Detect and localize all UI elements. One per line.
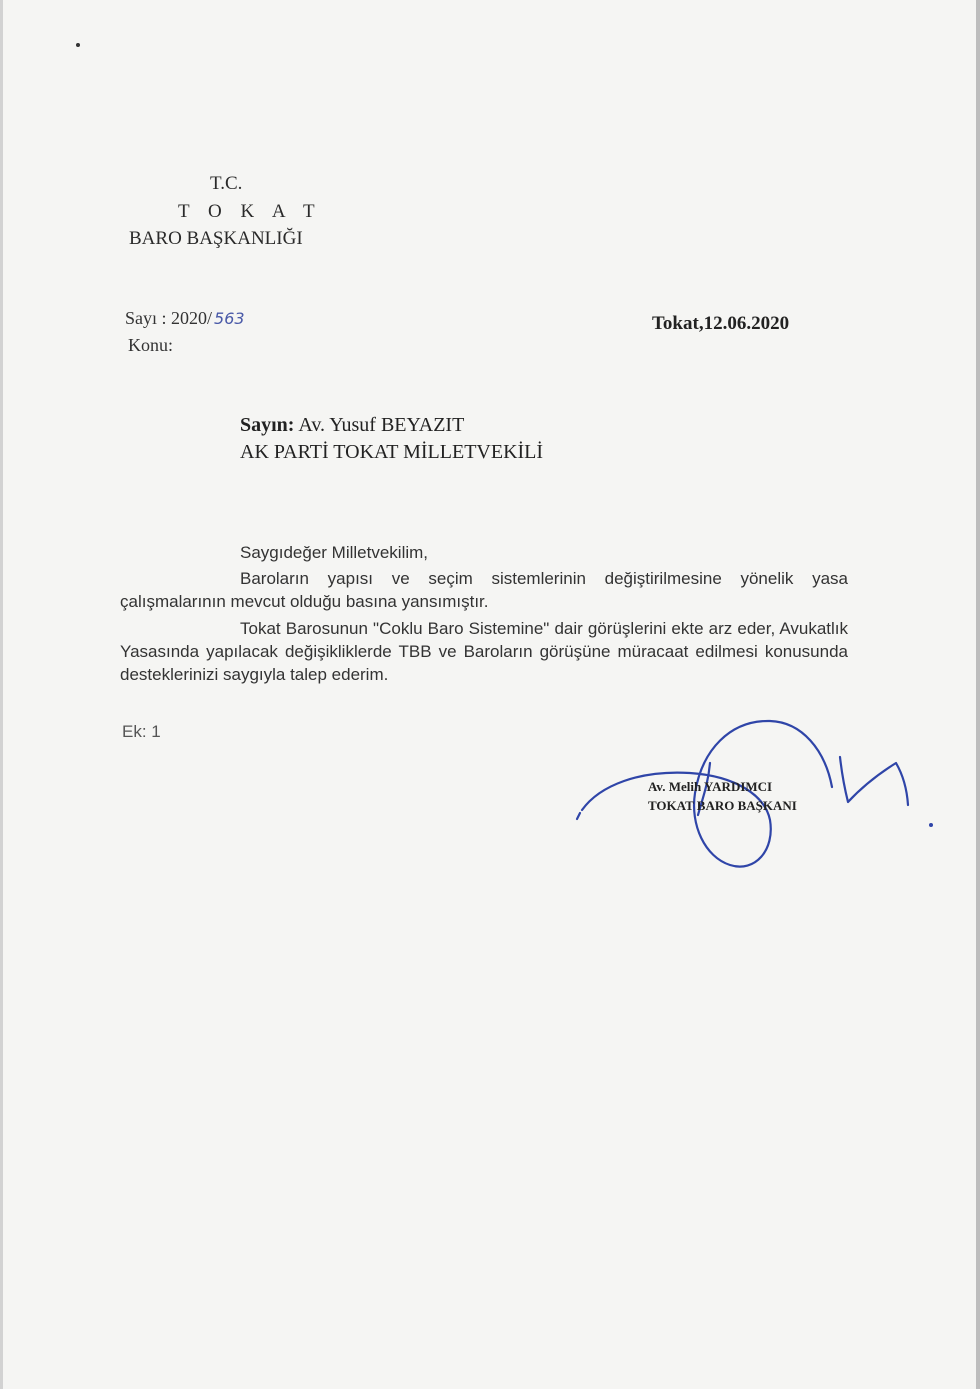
recipient-name: Av. Yusuf BEYAZIT — [298, 414, 465, 436]
salutation: Saygıdeğer Milletvekilim, — [240, 543, 429, 562]
reference-handwritten-number: 563 — [214, 309, 245, 328]
page-edge-left — [0, 0, 3, 1389]
body-paragraph-2-text: Tokat Barosunun "Coklu Baro Sistemine" dair görüşlerini ekte arz eder, Avukatlık Yasasında yapılacak değişikliklerde TBB ve Baroların görüşüne müracaat edilmesi konusunda desteklerinizi saygıyla talep ederim. — [120, 619, 848, 684]
recipient-name-line — [240, 414, 464, 437]
signatory-name: Av. Melih YARDIMCI — [648, 779, 773, 794]
signatory-title: TOKAT BARO BAŞKANI — [648, 798, 797, 813]
reference-number — [125, 308, 245, 329]
recipient-title: AK PARTİ TOKAT MİLLETVEKİLİ — [240, 441, 544, 463]
body-paragraph-2 — [120, 617, 848, 686]
attachment-note: Ek: 1 — [122, 722, 161, 741]
subject-label: Konu: — [128, 335, 173, 355]
body-paragraph-1-text: Baroların yapısı ve seçim sistemlerinin değiştirilmesine yönelik yasa çalışmalarının mevcut olduğu basına yansımıştır. — [120, 569, 848, 611]
body-paragraph-1 — [120, 567, 848, 613]
reference-value: : 2020/ — [161, 308, 213, 328]
header-office: BARO BAŞKANLIĞI — [129, 228, 303, 249]
header-country-code: T.C. — [210, 173, 243, 194]
scan-speck — [76, 43, 80, 47]
document-date: Tokat,12.06.2020 — [652, 313, 790, 334]
recipient-prefix: Sayın: — [240, 414, 295, 436]
page-edge-right — [976, 0, 980, 1389]
header-city: T O K A T — [178, 201, 322, 222]
reference-label: Sayı — [125, 308, 158, 328]
